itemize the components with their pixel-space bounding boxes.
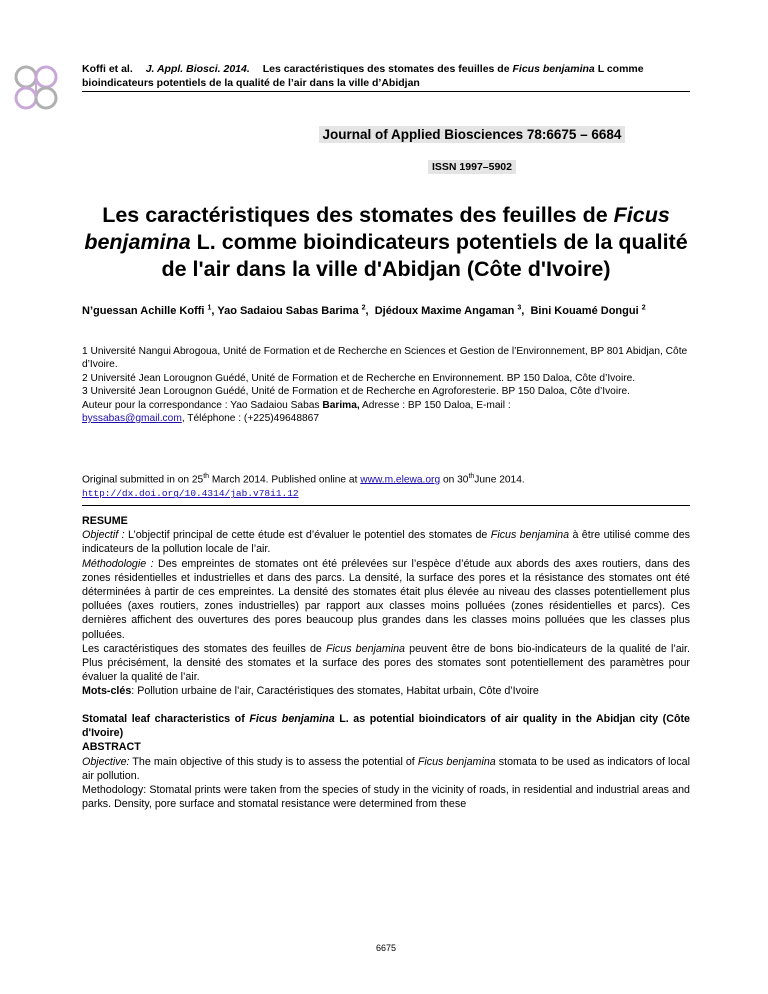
doi-link[interactable]: http://dx.doi.org/10.4314/jab.v78i1.12 xyxy=(82,488,299,500)
correspondence: Auteur pour la correspondance : Yao Sadaiou Sabas Barima, Adresse : BP 150 Daloa, E-mail : byssabas@gmail.com, Téléphone : (+225)49648867 xyxy=(82,399,511,425)
running-head-species: Ficus benjamina xyxy=(512,63,595,75)
journal-name: Journal of Applied Biosciences 78:6675 – 6684 xyxy=(319,126,626,143)
submission-info: Original submitted in on 25th March 2014. Published online at www.m.elewa.org on 30thJune 2014. http://dx.doi.org/10.4314/jab.v78i1.12 xyxy=(82,473,525,500)
journal-logo-icon xyxy=(10,62,72,114)
abstract-section xyxy=(82,712,690,811)
running-head-text: Les caractéristiques des stomates des feuilles de xyxy=(262,63,510,75)
title-text-cont: L. comme bioindicateurs potentiels de la qualité de l'air dans la ville d'Abidjan (Côte d'Ivoire) xyxy=(161,230,688,281)
abstract-objective: Objective: The main objective of this study is to assess the potential of Ficus benjamina stomata to be used as indicators of local air pollution. xyxy=(82,755,690,782)
title-text: Les caractéristiques des stomates des feuilles de xyxy=(102,203,608,227)
resume-objectif: Objectif : L’objectif principal de cette étude est d’évaluer le potentiel des stomates de Ficus benjamina à être utilisé comme des indicateurs de la pollution locale de l’air. xyxy=(82,529,690,556)
running-head-text-post: L comme bioindicateurs potentiels de la qualité de l’air dans la ville d’Abidjan xyxy=(82,63,644,89)
journal-issn: ISSN 1997–5902 xyxy=(428,160,516,174)
resume-heading: RESUME xyxy=(82,515,128,527)
author-1: N’guessan Achille Koffi $^1$, xyxy=(82,304,215,317)
abstract-methodology: Methodology: Stomatal prints were taken from the species of study in the vicinity of roads, in residential and industrial areas and parks. Density, pore surface and stomatal resistance were determined from these xyxy=(82,784,690,811)
author-list xyxy=(82,300,690,319)
abstract-heading: ABSTRACT xyxy=(82,741,141,754)
journal-banner xyxy=(256,126,688,175)
article-page xyxy=(82,62,690,953)
resume-methodologie: Méthodologie : Des empreintes de stomates ont été prélevées sur l’espèce d’étude aux abords des axes routiers, dans des zones résidentielles et industrielles et dans des parcs. La densité, la surface des pores et la résistance des stomates ont été déterminées à partir de ces empreintes. La densité des stomates était plus élevée au niveau des classes potentiellement plus polluées (axes routiers, zones industrielles) par rapport aux classes moins polluées (zones résidentielles et parcs). Ces dernières affichent des ouvertures des pores beaucoup plus grandes dans les classes moins polluées que les classes plus polluées. xyxy=(82,557,690,641)
running-head xyxy=(82,62,690,92)
resume-section xyxy=(82,514,690,699)
affiliations xyxy=(82,345,690,425)
affiliation-1: 1 Université Nangui Abrogoua, Unité de Formation et de Recherche en Sciences et Gestion de l’Environnement, BP 801 Abidjan, Côte d’Ivoire. xyxy=(82,346,688,371)
title-species-genus: Ficus xyxy=(613,203,670,227)
article-title xyxy=(82,202,690,283)
resume-conclusion: Les caractéristiques des stomates des feuilles de Ficus benjamina peuvent être de bons bio-indicateurs de la qualité de l’air. Plus précisément, la densité des stomates et la surface des pores des stomates sont potentiellement des paramètres pour évaluer la qualité de l’air. xyxy=(82,642,690,684)
title-species-epithet: benjamina xyxy=(84,230,191,254)
affiliation-3: 3 Université Jean Lorougnon Guédé, Unité de Formation et de Recherche en Agroforesterie. BP 150 Daloa, Côte d’Ivoire. xyxy=(82,386,630,398)
author-2: Yao Sadaiou Sabas Barima $^2$, xyxy=(217,304,369,317)
author-3: Djédoux Maxime Angaman $^3$, xyxy=(374,304,525,317)
running-head-journal: J. Appl. Biosci. 2014. xyxy=(145,63,250,75)
page-number: 6675 xyxy=(375,943,397,953)
affiliation-2: 2 Université Jean Lorougnon Guédé, Unité de Formation et de Recherche en Environnement. BP 150 Daloa, Côte d’Ivoire. xyxy=(82,372,636,384)
english-title: Stomatal leaf characteristics of Ficus benjamina L. as potential bioindicators of air quality in the Abidjan city (Côte d'Ivoire) xyxy=(82,713,690,740)
running-head-authors: Koffi et al. xyxy=(82,63,133,75)
section-divider xyxy=(82,505,690,506)
resume-keywords: Mots-clés: Pollution urbaine de l’air, Caractéristiques des stomates, Habitat urbain, Côte d’Ivoire xyxy=(82,685,539,698)
website-link[interactable]: www.m.elewa.org xyxy=(360,474,441,486)
email-link[interactable]: byssabas@gmail.com xyxy=(82,413,182,425)
author-4: Bini Kouamé Dongui $^2$ xyxy=(530,304,646,317)
